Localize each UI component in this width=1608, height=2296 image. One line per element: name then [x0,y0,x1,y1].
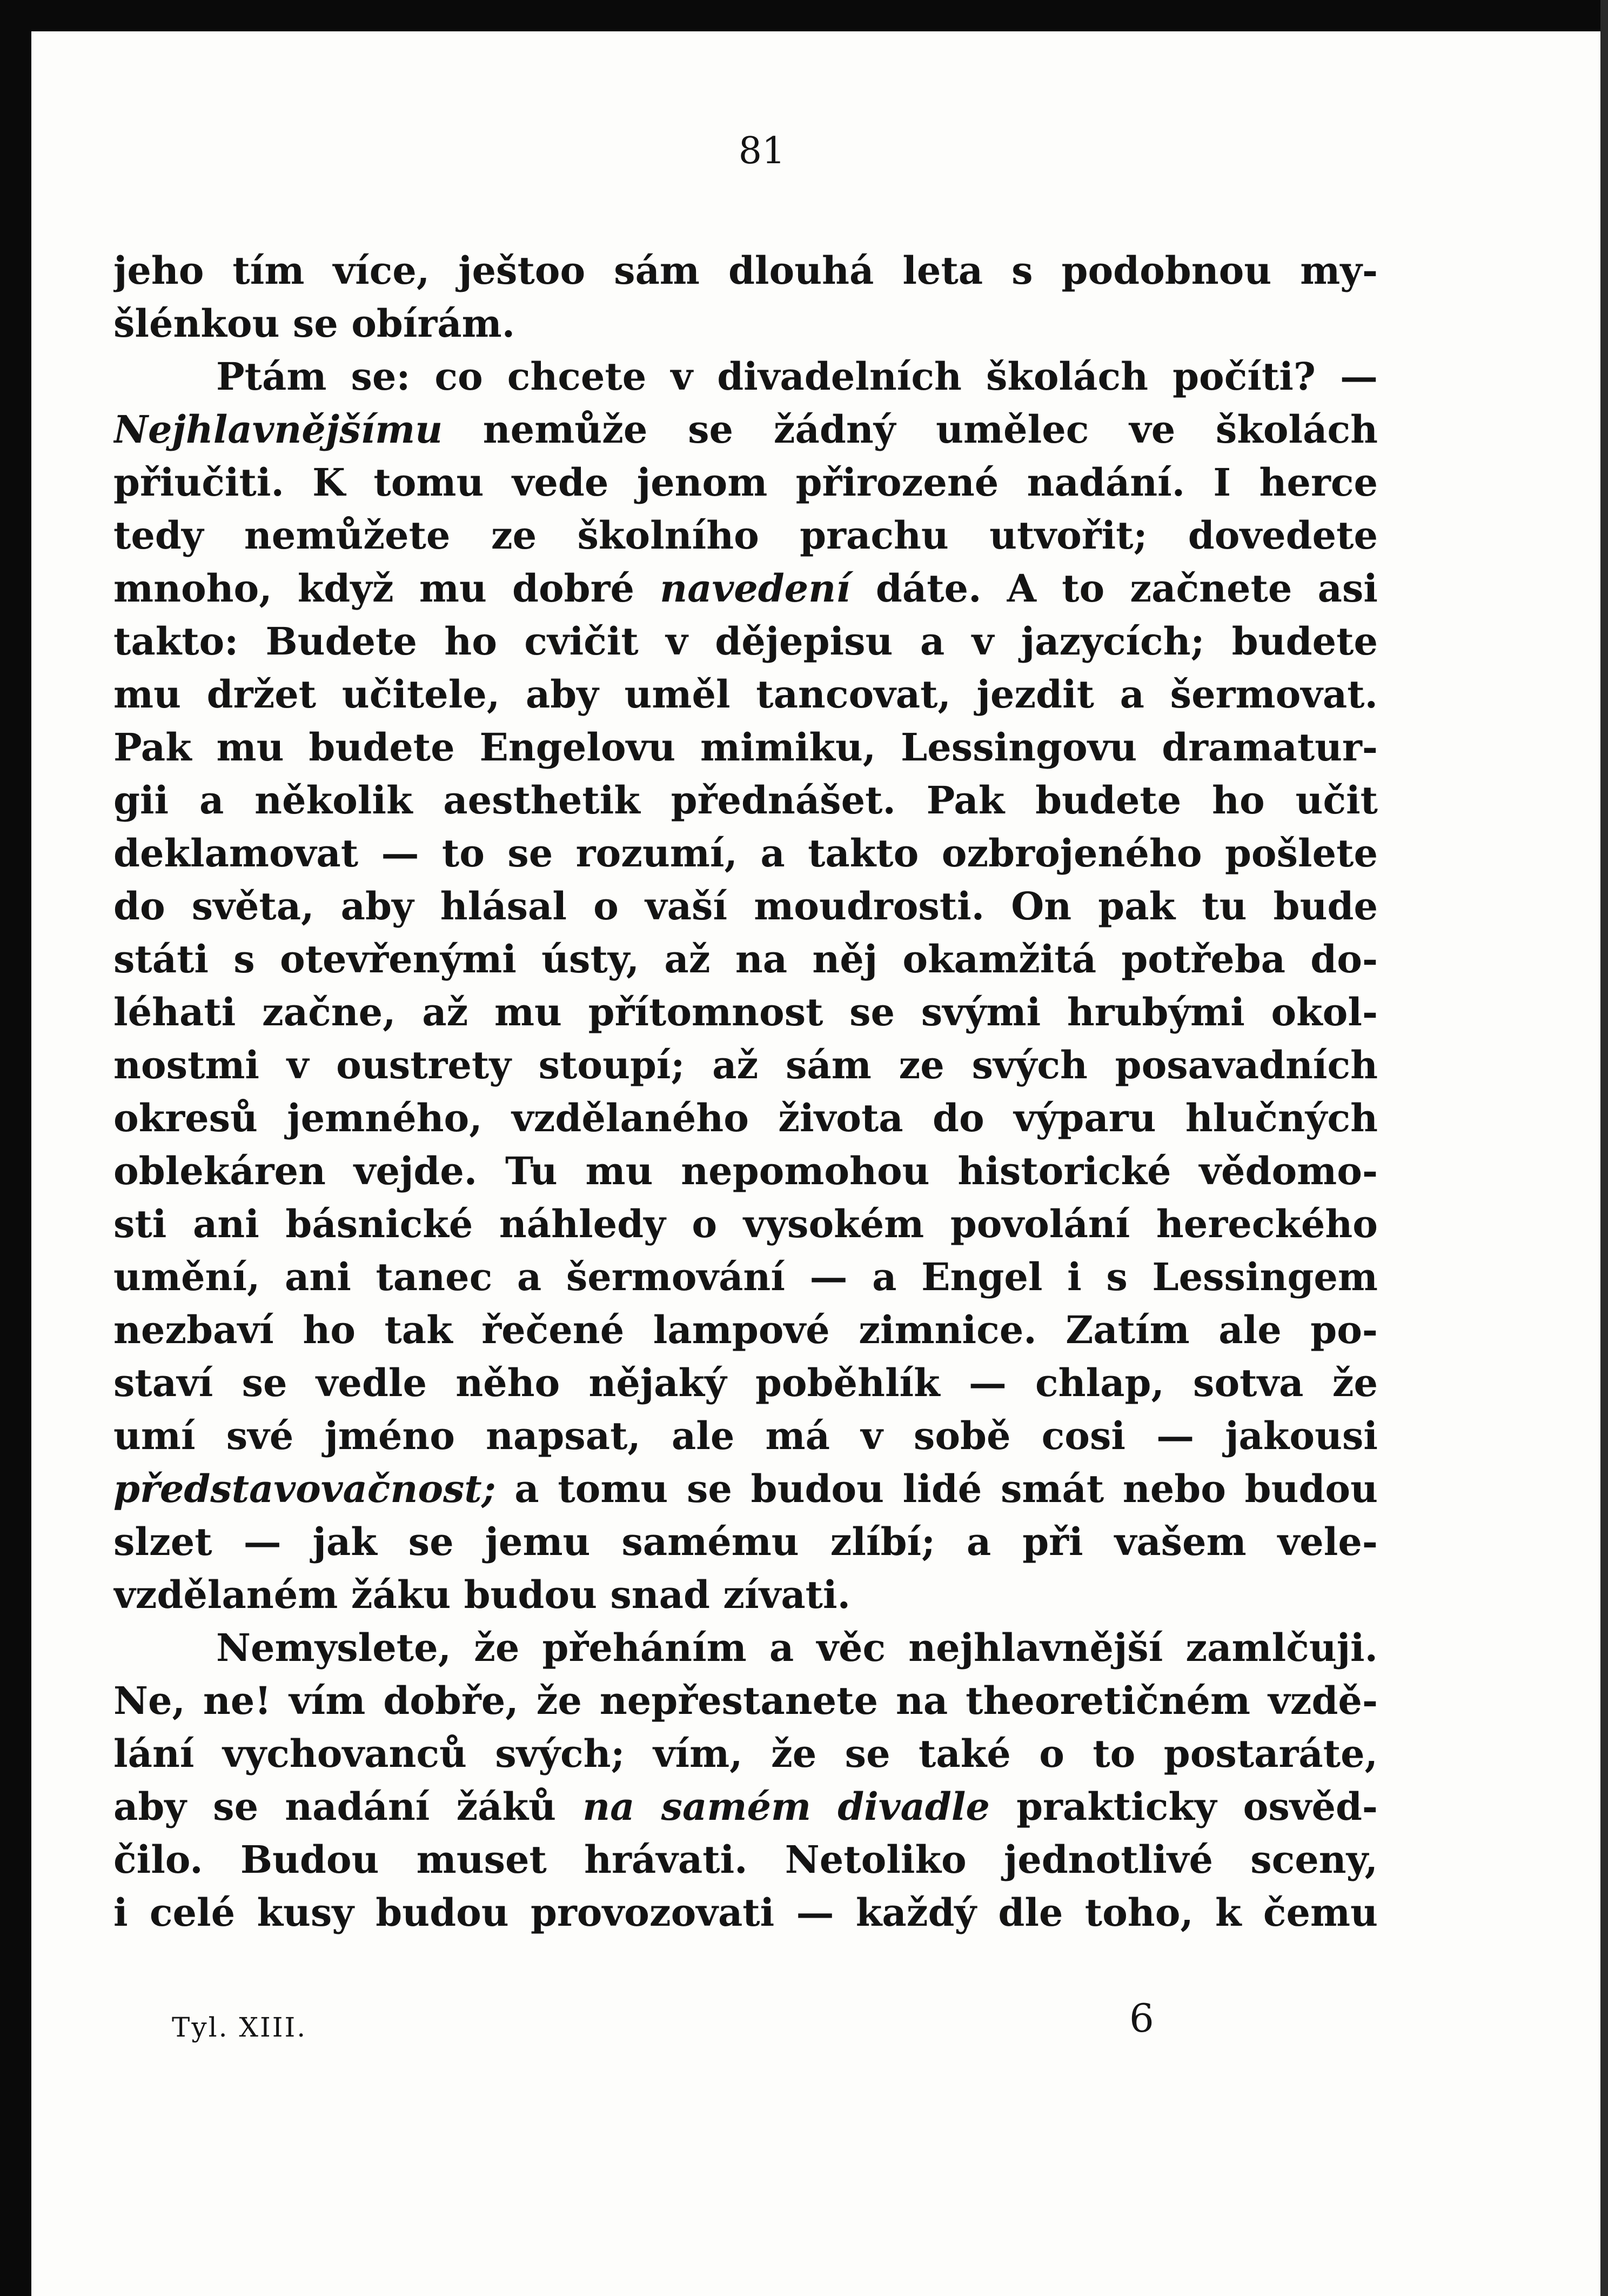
emphasis: představovačnost; [113,1466,496,1511]
footer-sheet-number: 6 [1129,1995,1154,2041]
text-line: aby se nadání žáků na samém divadle prakticky osvěd- [113,1784,1378,1829]
text-line: Nejhlavnějšímu nemůže se žádný umělec ve školách [113,407,1378,452]
text-line: nezbaví ho tak řečené lampové zimnice. Zatím ale po- [113,1307,1378,1352]
text-line: sti ani básnické náhledy o vysokém povolání hereckého [113,1202,1378,1246]
text-line: do světa, aby hlásal o vaší moudrosti. On pak tu bude [113,884,1378,929]
scan-border-left [0,0,31,2296]
text-line: mu držet učitele, aby uměl tancovat, jezdit a šermovat. [113,672,1378,717]
page-text [113,244,1378,1939]
text-line: umění, ani tanec a šermování — a Engel i s Lessingem [113,1254,1378,1299]
text-line: oblekáren vejde. Tu mu nepomohou historické vědomo- [113,1149,1378,1193]
text-line: gii a několik aesthetik přednášet. Pak budete ho učit [113,778,1378,823]
text-line: jeho tím více, ještoo sám dlouhá leta s podobnou my- [113,248,1378,293]
text-line: vzdělaném žáku budou snad zívati. [113,1572,850,1617]
scan-border-top [0,0,1608,31]
emphasis: Nejhlavnějšímu [113,407,443,452]
text-line: mnoho, když mu dobré navedení dáte. A to začnete asi [113,566,1378,611]
page-number: 81 [738,130,786,172]
text-line: umí své jméno napsat, ale má v sobě cosi — jakousi [113,1413,1378,1458]
text-line: Nemyslete, že přeháním a věc nejhlavnější zamlčuji. [216,1625,1378,1670]
text-line: přiučiti. K tomu vede jenom přirozené nadání. I herce [113,460,1378,505]
text-line: čilo. Budou muset hrávati. Netoliko jednotlivé sceny, [113,1837,1378,1882]
text-line: nostmi v oustrety stoupí; až sám ze svých posavadních [113,1043,1378,1087]
emphasis: na samém divadle [582,1784,990,1829]
text-line: Ptám se: co chcete v divadelních školách počíti? — [216,354,1378,399]
scan-border-right [1600,0,1608,2296]
text-line: slzet — jak se jemu samému zlíbí; a při vašem vele- [113,1519,1378,1564]
text-line: šlénkou se obírám. [113,301,515,346]
text-line: takto: Budete ho cvičit v dějepisu a v jazycích; budete [113,619,1378,664]
text-line: státi s otevřenými ústy, až na něj okamžitá potřeba do- [113,937,1378,982]
text-line: představovačnost; a tomu se budou lidé smát nebo budou [113,1466,1378,1511]
text-line: Ne, ne! vím dobře, že nepřestanete na theoretičném vzdě- [113,1678,1378,1723]
text-line: i celé kusy budou provozovati — každý dle toho, k čemu [113,1890,1378,1935]
text-line: tedy nemůžete ze školního prachu utvořit; dovedete [113,513,1378,558]
text-line: staví se vedle něho nějaký poběhlík — chlap, sotva že [113,1360,1378,1405]
emphasis: navedení [660,566,850,611]
text-line: deklamovat — to se rozumí, a takto ozbrojeného pošlete [113,831,1378,876]
text-line: Pak mu budete Engelovu mimiku, Lessingovu dramatur- [113,725,1378,770]
footer-signature: Tyl. XIII. [172,2012,307,2043]
text-line: okresů jemného, vzdělaného života do výparu hlučných [113,1096,1378,1140]
text-line: lání vychovanců svých; vím, že se také o to postaráte, [113,1731,1378,1776]
text-line: léhati začne, až mu přítomnost se svými hrubými okol- [113,990,1378,1034]
